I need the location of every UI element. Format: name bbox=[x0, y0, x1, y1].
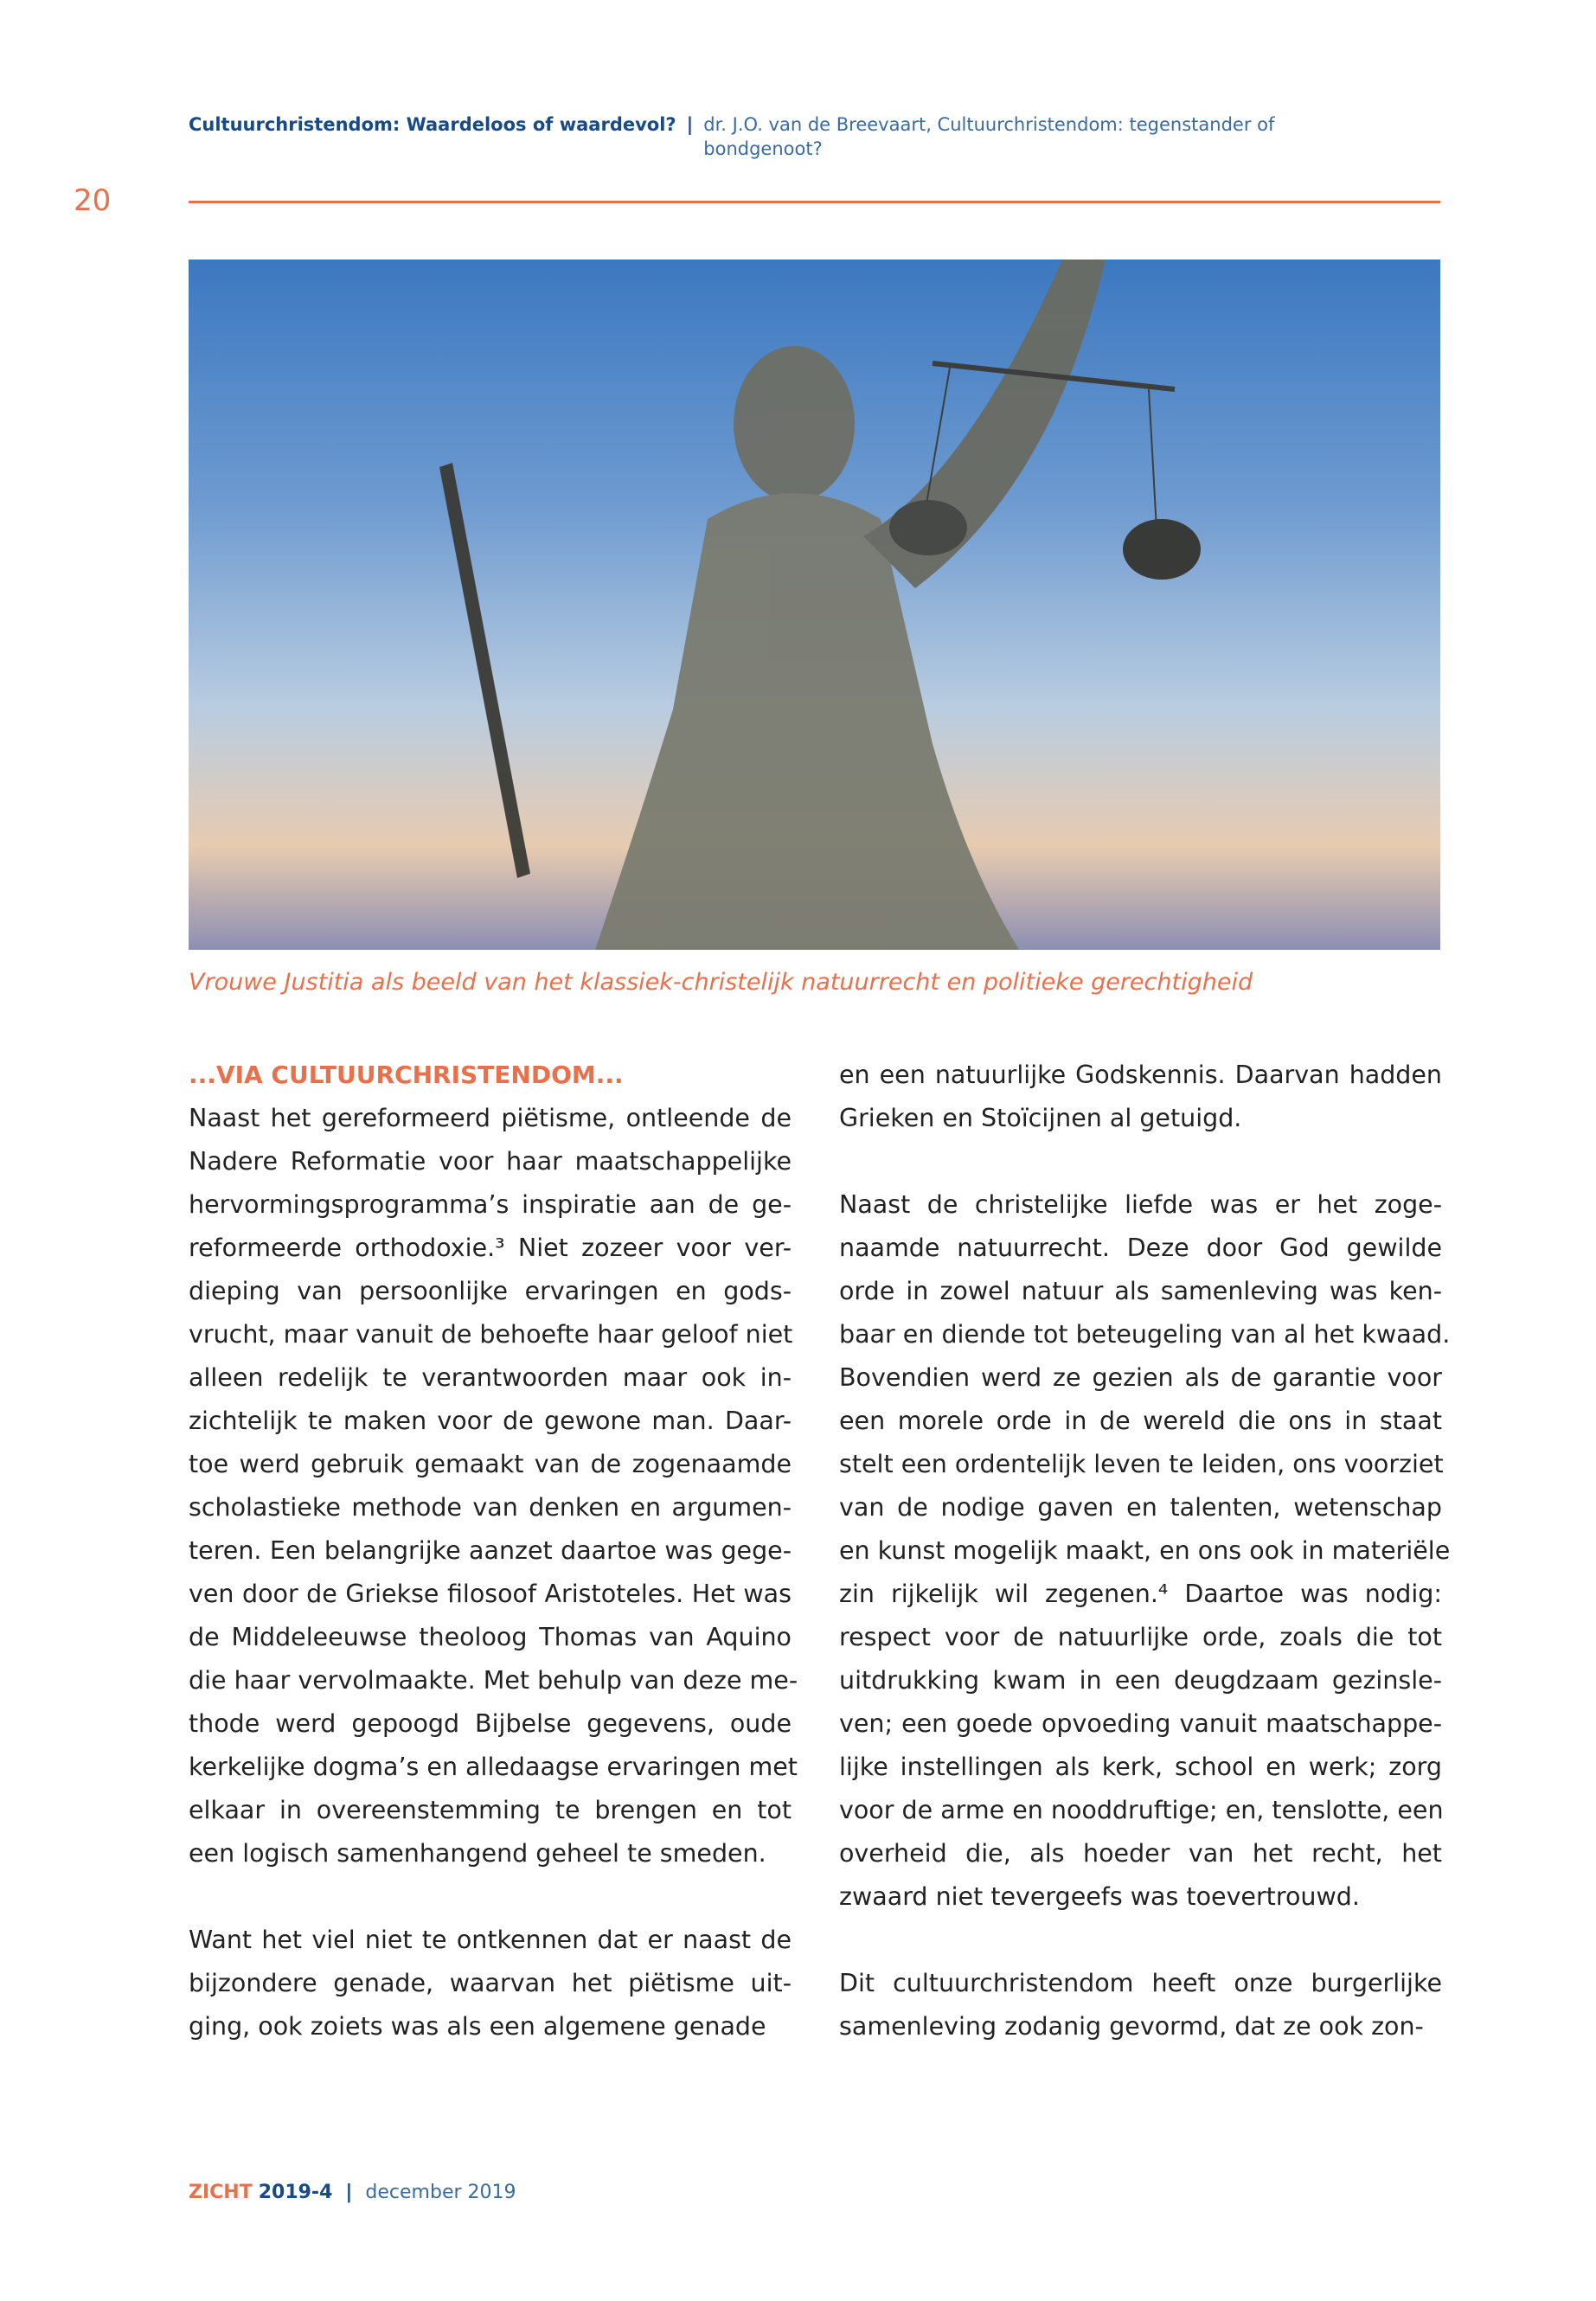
text-line: en een natuurlijke Godskennis. Daarvan hadden bbox=[839, 1061, 1442, 1089]
right-column bbox=[839, 1054, 1451, 2048]
text-line: kerkelijke dogma’s en alledaagse ervaringen met bbox=[189, 1753, 798, 1781]
paragraph-gap bbox=[839, 1140, 1442, 1183]
text-line: lijke instellingen als kerk, school en werk; zorg bbox=[839, 1753, 1442, 1781]
paragraph-gap bbox=[189, 1875, 792, 1919]
text-line: orde in zowel natuur als samenleving was ken- bbox=[839, 1277, 1442, 1305]
text-line: naamde natuurrecht. Deze door God gewilde bbox=[839, 1234, 1442, 1262]
figure-caption: Vrouwe Justitia als beeld van het klassiek-christelijk natuurrecht en politieke gerechtigheid bbox=[189, 969, 1253, 996]
text-line: teren. Een belangrijke aanzet daartoe was gege- bbox=[189, 1536, 792, 1565]
text-line: Naast de christelijke liefde was er het zoge- bbox=[839, 1190, 1442, 1219]
text-line: Want het viel niet te ontkennen dat er naast de bbox=[189, 1926, 792, 1954]
footer bbox=[189, 2182, 516, 2203]
text-line: voor de arme en nooddruftige; en, tenslotte, een bbox=[839, 1796, 1444, 1824]
text-line: baar en diende tot beteugeling van al het kwaad. bbox=[839, 1320, 1451, 1349]
text-line: Nadere Reformatie voor haar maatschappelijke bbox=[189, 1147, 792, 1176]
text-line: bijzondere genade, waarvan het piëtisme uit- bbox=[189, 1969, 792, 1997]
footer-separator: | bbox=[345, 2182, 353, 2203]
text-line: respect voor de natuurlijke orde, zoals die tot bbox=[839, 1623, 1442, 1651]
text-line: van de nodige gaven en talenten, wetenschap bbox=[839, 1493, 1442, 1522]
text-line: een logisch samenhangend geheel te smeden. bbox=[189, 1839, 766, 1868]
journal-title: Cultuurchristendom: Waardeloos of waardevol? bbox=[189, 114, 676, 135]
text-line: en kunst mogelijk maakt, en ons ook in materiële bbox=[839, 1536, 1451, 1565]
text-line: ven; een goede opvoeding vanuit maatschappe- bbox=[839, 1709, 1442, 1738]
article-reference: dr. J.O. van de Breevaart, Cultuurchristendom: tegenstander of bondgenoot? bbox=[703, 114, 1275, 159]
text-line: elkaar in overeenstemming te brengen en tot bbox=[189, 1796, 792, 1824]
page-number: 20 bbox=[74, 183, 112, 218]
text-line: dieping van persoonlijke ervaringen en gods- bbox=[189, 1277, 792, 1305]
text-line: de Middeleeuwse theoloog Thomas van Aquino bbox=[189, 1623, 792, 1651]
text-line: Naast het gereformeerd piëtisme, ontleende de bbox=[189, 1104, 792, 1132]
justitia-statue-photo bbox=[189, 260, 1440, 950]
text-line: overheid die, als hoeder van het recht, het bbox=[839, 1839, 1442, 1868]
text-line: thode werd gepoogd Bijbelse gegevens, oude bbox=[189, 1709, 792, 1738]
paragraph bbox=[839, 1054, 1442, 1140]
text-line: die haar vervolmaakte. Met behulp van deze me- bbox=[189, 1666, 798, 1695]
running-header bbox=[189, 112, 1443, 161]
text-line: zwaard niet tevergeefs was toevertrouwd. bbox=[839, 1882, 1360, 1911]
issue-number: 2019-4 bbox=[258, 2182, 333, 2203]
text-line: zichtelijk te maken voor de gewone man. Daar- bbox=[189, 1407, 792, 1435]
text-line: Grieken en Stoïcijnen al getuigd. bbox=[839, 1104, 1242, 1132]
header-separator: | bbox=[686, 114, 694, 135]
paragraph bbox=[189, 1097, 798, 1875]
paragraph-gap bbox=[839, 1919, 1442, 1962]
section-heading: ...VIA CULTUURCHRISTENDOM... bbox=[189, 1061, 624, 1089]
text-line: Dit cultuurchristendom heeft onze burgerlijke bbox=[839, 1969, 1442, 1997]
text-line: toe werd gebruik gemaakt van de zogenaamde bbox=[189, 1450, 792, 1478]
paragraph bbox=[189, 1919, 792, 2048]
text-line: hervormingsprogramma’s inspiratie aan de ge- bbox=[189, 1190, 792, 1219]
magazine-name: ZICHT bbox=[189, 2182, 253, 2203]
text-line: stelt een ordentelijk leven te leiden, ons voorziet bbox=[839, 1450, 1444, 1478]
text-line: een morele orde in de wereld die ons in staat bbox=[839, 1407, 1442, 1435]
text-line: alleen redelijk te verantwoorden maar ook in- bbox=[189, 1363, 792, 1392]
text-line: zin rijkelijk wil zegenen.⁴ Daartoe was nodig: bbox=[839, 1580, 1442, 1608]
text-line: reformeerde orthodoxie.³ Niet zozeer voor ver- bbox=[189, 1234, 792, 1262]
left-column bbox=[189, 1054, 798, 2048]
statue-illustration bbox=[189, 260, 1440, 950]
header-rule bbox=[189, 201, 1440, 203]
text-line: Bovendien werd ze gezien als de garantie voor bbox=[839, 1363, 1442, 1392]
issue-date: december 2019 bbox=[365, 2182, 516, 2203]
paragraph bbox=[839, 1183, 1451, 1919]
text-line: ven door de Griekse filosoof Aristoteles. Het was bbox=[189, 1580, 792, 1608]
paragraph bbox=[839, 1962, 1442, 2048]
text-line: vrucht, maar vanuit de behoefte haar geloof niet bbox=[189, 1320, 793, 1349]
text-line: scholastieke methode van denken en argumen- bbox=[189, 1493, 792, 1522]
text-line: uitdrukking kwam in een deugdzaam gezinsle- bbox=[839, 1666, 1442, 1695]
text-line: ging, ook zoiets was als een algemene genade bbox=[189, 2012, 766, 2041]
text-line: samenleving zodanig gevormd, dat ze ook zon- bbox=[839, 2012, 1424, 2041]
